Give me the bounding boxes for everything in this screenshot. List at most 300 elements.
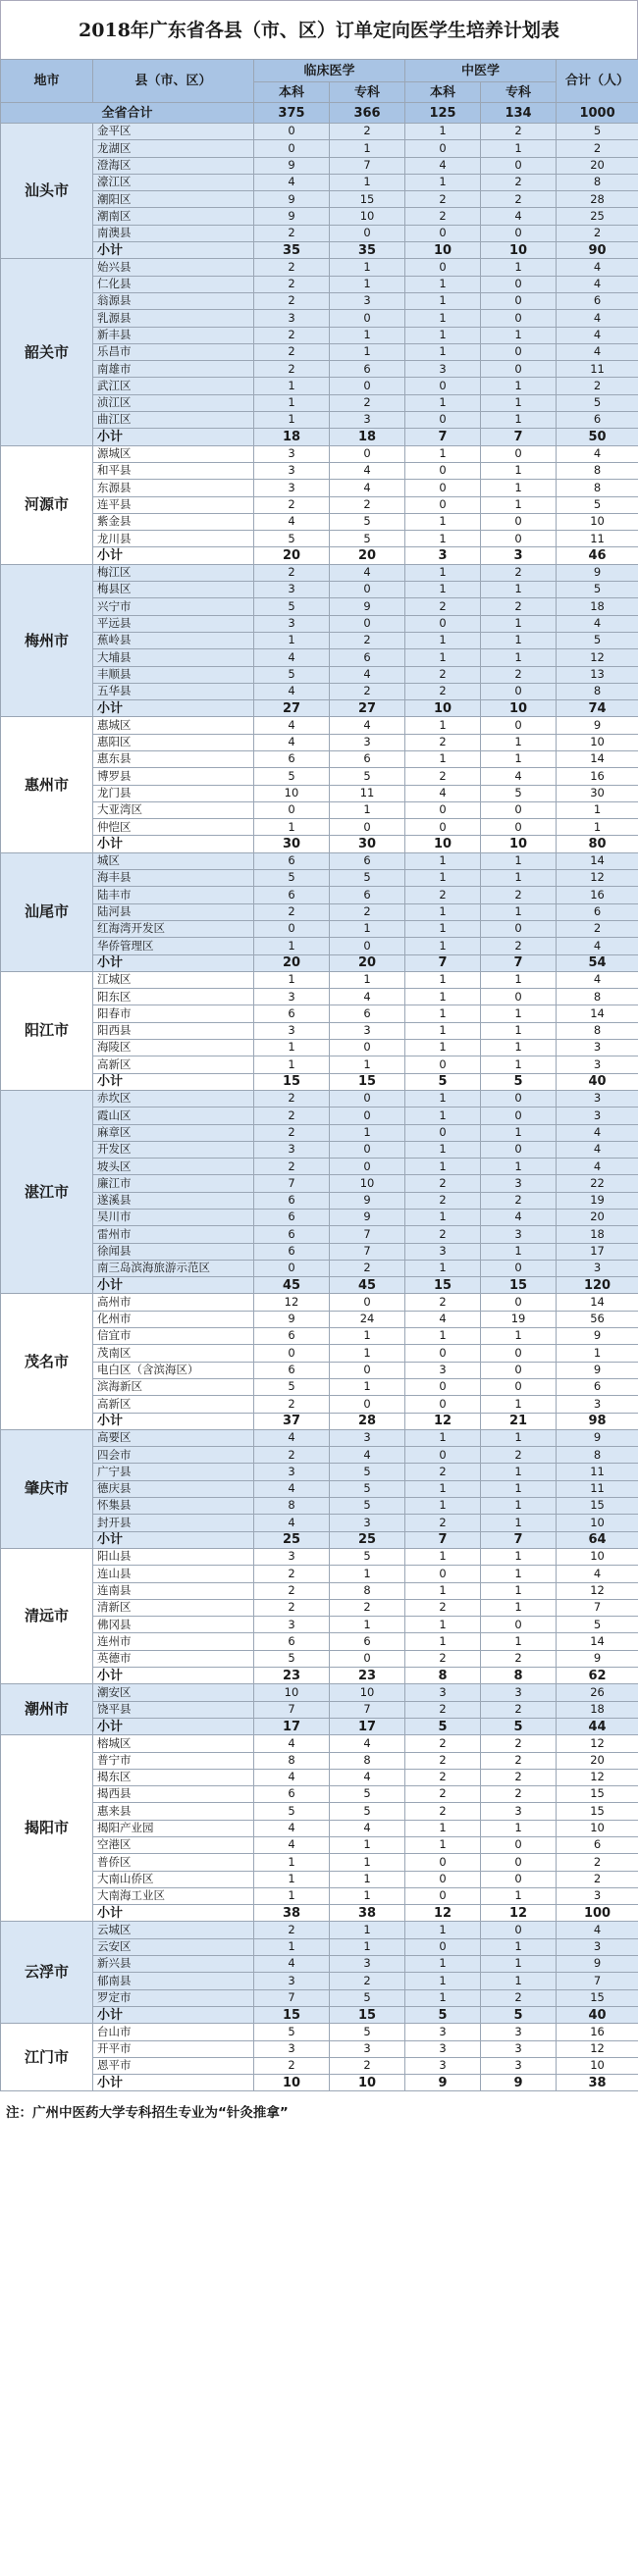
county-cell: 佛冈县 — [93, 1617, 254, 1633]
table-row — [1, 496, 638, 513]
value-cell: 4 — [254, 513, 330, 530]
table-row — [1, 582, 638, 598]
table-row — [1, 412, 638, 429]
county-cell: 电白区（含滨海区） — [93, 1362, 254, 1378]
value-cell: 2 — [481, 124, 557, 140]
table-row — [1, 1040, 638, 1056]
value-cell: 10 — [557, 1548, 638, 1565]
value-cell: 40 — [557, 1073, 638, 1090]
value-cell: 6 — [557, 1378, 638, 1395]
county-cell: 小计 — [93, 1073, 254, 1090]
table-row — [1, 1922, 638, 1938]
table-row — [1, 1617, 638, 1633]
county-cell: 小计 — [93, 1718, 254, 1734]
value-cell: 0 — [405, 496, 481, 513]
value-cell: 14 — [557, 1633, 638, 1650]
value-cell: 27 — [330, 700, 405, 717]
county-cell: 坡头区 — [93, 1159, 254, 1175]
table-row — [1, 1735, 638, 1752]
value-cell: 4 — [254, 734, 330, 750]
value-cell: 11 — [557, 361, 638, 378]
value-cell: 9 — [557, 1650, 638, 1667]
value-cell: 1 — [481, 1056, 557, 1073]
value-cell: 1 — [557, 819, 638, 836]
value-cell: 1 — [254, 632, 330, 648]
value-cell: 0 — [405, 801, 481, 818]
table-row — [1, 174, 638, 190]
value-cell: 1 — [481, 1124, 557, 1141]
value-cell: 10 — [405, 700, 481, 717]
value-cell: 9 — [557, 1956, 638, 1973]
value-cell: 0 — [330, 1040, 405, 1056]
county-cell: 高州市 — [93, 1294, 254, 1311]
table-row — [1, 1159, 638, 1175]
county-cell: 德庆县 — [93, 1480, 254, 1497]
subtotal-row — [1, 700, 638, 717]
table-row — [1, 683, 638, 699]
county-cell: 普侨区 — [93, 1854, 254, 1871]
county-cell: 陆河县 — [93, 903, 254, 920]
value-cell: 4 — [330, 1820, 405, 1836]
county-cell: 封开县 — [93, 1515, 254, 1531]
table-row — [1, 1345, 638, 1362]
value-cell: 7 — [405, 1531, 481, 1548]
value-cell: 1 — [405, 971, 481, 988]
value-cell: 1 — [557, 1345, 638, 1362]
table-row — [1, 1836, 638, 1853]
value-cell: 17 — [557, 1243, 638, 1260]
county-cell: 仁化县 — [93, 276, 254, 292]
value-cell: 0 — [405, 1378, 481, 1395]
subtotal-row — [1, 1531, 638, 1548]
value-cell: 1 — [330, 276, 405, 292]
table-row — [1, 531, 638, 547]
value-cell: 1 — [481, 1464, 557, 1480]
value-cell: 5 — [330, 531, 405, 547]
value-cell: 1 — [481, 1022, 557, 1039]
value-cell: 5 — [254, 768, 330, 785]
value-cell: 2 — [557, 225, 638, 241]
value-cell: 6 — [254, 1005, 330, 1022]
value-cell: 1 — [330, 327, 405, 343]
table-row — [1, 124, 638, 140]
value-cell: 0 — [330, 1159, 405, 1175]
county-cell: 武江区 — [93, 378, 254, 394]
value-cell: 1 — [481, 971, 557, 988]
county-cell: 霞山区 — [93, 1108, 254, 1124]
value-cell: 1 — [481, 1820, 557, 1836]
value-cell: 27 — [254, 700, 330, 717]
value-cell: 3 — [405, 2040, 481, 2057]
value-cell: 10 — [330, 208, 405, 225]
city-cell: 湛江市 — [1, 1090, 93, 1294]
value-cell: 1 — [405, 124, 481, 140]
value-cell: 9 — [481, 2075, 557, 2091]
value-cell: 0 — [330, 1650, 405, 1667]
value-cell: 3 — [405, 2024, 481, 2040]
value-cell: 10 — [557, 513, 638, 530]
table-row — [1, 598, 638, 615]
value-cell: 9 — [254, 191, 330, 208]
value-cell: 1 — [405, 1210, 481, 1226]
value-cell: 1 — [405, 920, 481, 937]
table-row — [1, 801, 638, 818]
value-cell: 5 — [481, 1718, 557, 1734]
value-cell: 10 — [481, 700, 557, 717]
value-cell: 0 — [330, 819, 405, 836]
value-cell: 0 — [481, 1345, 557, 1362]
county-cell: 小计 — [93, 547, 254, 564]
value-cell: 3 — [481, 1684, 557, 1701]
value-cell: 1 — [330, 1056, 405, 1073]
county-cell: 小计 — [93, 2075, 254, 2091]
value-cell: 20 — [557, 157, 638, 174]
value-cell: 6 — [254, 750, 330, 767]
value-cell: 4 — [557, 615, 638, 632]
county-cell: 梅县区 — [93, 582, 254, 598]
value-cell: 25 — [254, 1531, 330, 1548]
table-row — [1, 1378, 638, 1395]
table-row — [1, 1362, 638, 1378]
table-row — [1, 938, 638, 954]
table-row — [1, 1210, 638, 1226]
value-cell: 3 — [405, 1243, 481, 1260]
value-cell: 15 — [254, 1073, 330, 1090]
value-cell: 1 — [481, 649, 557, 666]
value-cell: 8 — [481, 1668, 557, 1684]
county-cell: 澄海区 — [93, 157, 254, 174]
value-cell: 3 — [557, 1887, 638, 1904]
value-cell: 4 — [557, 1124, 638, 1141]
table-row — [1, 1429, 638, 1446]
value-cell: 4 — [254, 174, 330, 190]
value-cell: 0 — [254, 801, 330, 818]
value-cell: 0 — [405, 1056, 481, 1073]
grand-total-cell: 125 — [405, 103, 481, 124]
value-cell: 6 — [254, 1192, 330, 1209]
table-row — [1, 649, 638, 666]
county-cell: 仲恺区 — [93, 819, 254, 836]
county-cell: 信宜市 — [93, 1328, 254, 1345]
value-cell: 2 — [405, 1752, 481, 1769]
value-cell: 2 — [405, 598, 481, 615]
value-cell: 2 — [254, 1124, 330, 1141]
value-cell: 0 — [330, 445, 405, 462]
value-cell: 2 — [405, 1226, 481, 1243]
value-cell: 6 — [254, 1226, 330, 1243]
value-cell: 20 — [254, 547, 330, 564]
value-cell: 15 — [557, 1498, 638, 1515]
table-row — [1, 445, 638, 462]
value-cell: 3 — [481, 1175, 557, 1192]
county-cell: 小计 — [93, 1905, 254, 1922]
value-cell: 0 — [330, 378, 405, 394]
county-cell: 阳东区 — [93, 989, 254, 1005]
value-cell: 2 — [254, 292, 330, 309]
value-cell: 6 — [254, 1633, 330, 1650]
value-cell: 1 — [254, 1854, 330, 1871]
value-cell: 8 — [557, 1022, 638, 1039]
value-cell: 2 — [481, 1701, 557, 1718]
value-cell: 0 — [481, 1260, 557, 1276]
county-cell: 小计 — [93, 836, 254, 852]
value-cell: 2 — [254, 903, 330, 920]
value-cell: 2 — [254, 1599, 330, 1616]
county-cell: 四会市 — [93, 1447, 254, 1464]
county-cell: 平远县 — [93, 615, 254, 632]
county-cell: 惠城区 — [93, 717, 254, 734]
city-cell: 汕头市 — [1, 124, 93, 259]
county-cell: 金平区 — [93, 124, 254, 140]
county-cell: 惠东县 — [93, 750, 254, 767]
value-cell: 15 — [254, 2006, 330, 2023]
value-cell: 30 — [330, 836, 405, 852]
value-cell: 0 — [481, 157, 557, 174]
city-cell: 河源市 — [1, 445, 93, 564]
value-cell: 16 — [557, 2024, 638, 2040]
value-cell: 6 — [330, 852, 405, 869]
value-cell: 3 — [254, 615, 330, 632]
subtotal-row — [1, 1277, 638, 1294]
value-cell: 10 — [254, 785, 330, 801]
county-cell: 揭西县 — [93, 1786, 254, 1803]
value-cell: 1 — [481, 1040, 557, 1056]
table-row — [1, 1769, 638, 1785]
value-cell: 3 — [557, 1040, 638, 1056]
value-cell: 0 — [405, 480, 481, 496]
value-cell: 5 — [481, 2006, 557, 2023]
value-cell: 1 — [405, 174, 481, 190]
value-cell: 7 — [405, 954, 481, 971]
value-cell: 40 — [557, 2006, 638, 2023]
table-row — [1, 1311, 638, 1327]
value-cell: 35 — [330, 242, 405, 259]
value-cell: 1 — [405, 1582, 481, 1599]
table-row — [1, 1701, 638, 1718]
city-cell: 清远市 — [1, 1548, 93, 1683]
table-row — [1, 1684, 638, 1701]
value-cell: 3 — [254, 1022, 330, 1039]
value-cell: 25 — [330, 1531, 405, 1548]
county-cell: 小计 — [93, 700, 254, 717]
value-cell: 2 — [481, 1650, 557, 1667]
table-row — [1, 1260, 638, 1276]
value-cell: 1 — [405, 531, 481, 547]
value-cell: 1 — [405, 445, 481, 462]
value-cell: 1 — [254, 412, 330, 429]
value-cell: 3 — [330, 412, 405, 429]
county-cell: 南雄市 — [93, 361, 254, 378]
county-cell: 惠来县 — [93, 1803, 254, 1820]
county-cell: 和平县 — [93, 462, 254, 479]
value-cell: 0 — [405, 462, 481, 479]
table-row — [1, 225, 638, 241]
value-cell: 2 — [254, 496, 330, 513]
value-cell: 62 — [557, 1668, 638, 1684]
value-cell: 20 — [330, 547, 405, 564]
value-cell: 80 — [557, 836, 638, 852]
value-cell: 1 — [405, 1498, 481, 1515]
subtotal-row — [1, 954, 638, 971]
value-cell: 25 — [557, 208, 638, 225]
value-cell: 15 — [405, 1277, 481, 1294]
table-row — [1, 1328, 638, 1345]
value-cell: 7 — [254, 1701, 330, 1718]
table-row — [1, 1938, 638, 1955]
value-cell: 120 — [557, 1277, 638, 1294]
value-cell: 0 — [405, 615, 481, 632]
value-cell: 1 — [405, 1260, 481, 1276]
value-cell: 9 — [557, 1429, 638, 1446]
value-cell: 0 — [330, 225, 405, 241]
value-cell: 2 — [330, 124, 405, 140]
table-row — [1, 750, 638, 767]
value-cell: 7 — [254, 1989, 330, 2006]
table-row — [1, 208, 638, 225]
value-cell: 1 — [481, 462, 557, 479]
value-cell: 3 — [481, 2024, 557, 2040]
value-cell: 8 — [330, 1582, 405, 1599]
value-cell: 10 — [557, 1820, 638, 1836]
value-cell: 4 — [481, 208, 557, 225]
value-cell: 4 — [330, 1447, 405, 1464]
value-cell: 44 — [557, 1718, 638, 1734]
table-row — [1, 1566, 638, 1582]
table-row — [1, 1820, 638, 1836]
value-cell: 0 — [330, 1294, 405, 1311]
value-cell: 15 — [557, 1989, 638, 2006]
table-row — [1, 632, 638, 648]
value-cell: 98 — [557, 1413, 638, 1429]
table-row — [1, 564, 638, 581]
value-cell: 1 — [481, 1328, 557, 1345]
table-row — [1, 259, 638, 276]
value-cell: 1 — [481, 496, 557, 513]
value-cell: 1 — [481, 480, 557, 496]
value-cell: 10 — [557, 734, 638, 750]
value-cell: 1 — [405, 1022, 481, 1039]
value-cell: 2 — [405, 887, 481, 903]
value-cell: 18 — [254, 429, 330, 445]
value-cell: 3 — [405, 2057, 481, 2074]
table-row — [1, 870, 638, 887]
value-cell: 0 — [254, 920, 330, 937]
grand-total-label: 全省合计 — [1, 103, 254, 124]
value-cell: 5 — [254, 598, 330, 615]
value-cell: 1 — [330, 1887, 405, 1904]
value-cell: 5 — [557, 1617, 638, 1633]
header-tcm-bachelor: 本科 — [405, 82, 481, 103]
value-cell: 0 — [405, 1887, 481, 1904]
county-cell: 雷州市 — [93, 1226, 254, 1243]
table-row — [1, 1956, 638, 1973]
value-cell: 19 — [481, 1311, 557, 1327]
value-cell: 0 — [481, 1294, 557, 1311]
value-cell: 1 — [405, 717, 481, 734]
value-cell: 14 — [557, 852, 638, 869]
value-cell: 4 — [254, 1429, 330, 1446]
value-cell: 23 — [254, 1668, 330, 1684]
county-cell: 云城区 — [93, 1922, 254, 1938]
county-cell: 揭阳产业园 — [93, 1820, 254, 1836]
value-cell: 0 — [481, 1836, 557, 1853]
value-cell: 3 — [481, 1803, 557, 1820]
table-row — [1, 903, 638, 920]
value-cell: 3 — [254, 1464, 330, 1480]
value-cell: 2 — [254, 361, 330, 378]
value-cell: 0 — [481, 801, 557, 818]
value-cell: 10 — [481, 242, 557, 259]
value-cell: 5 — [557, 124, 638, 140]
value-cell: 7 — [557, 1599, 638, 1616]
value-cell: 1 — [330, 1938, 405, 1955]
table-row — [1, 1396, 638, 1413]
county-cell: 蕉岭县 — [93, 632, 254, 648]
value-cell: 5 — [481, 785, 557, 801]
value-cell: 2 — [330, 2057, 405, 2074]
value-cell: 6 — [557, 412, 638, 429]
value-cell: 1 — [330, 801, 405, 818]
table-row — [1, 852, 638, 869]
county-cell: 大埔县 — [93, 649, 254, 666]
value-cell: 18 — [557, 1226, 638, 1243]
county-cell: 高要区 — [93, 1429, 254, 1446]
value-cell: 12 — [405, 1905, 481, 1922]
value-cell: 2 — [405, 1650, 481, 1667]
value-cell: 6 — [330, 649, 405, 666]
table-row — [1, 920, 638, 937]
value-cell: 18 — [330, 429, 405, 445]
value-cell: 10 — [330, 1175, 405, 1192]
value-cell: 1 — [254, 1056, 330, 1073]
value-cell: 0 — [481, 920, 557, 937]
value-cell: 3 — [481, 547, 557, 564]
county-cell: 翁源县 — [93, 292, 254, 309]
value-cell: 5 — [254, 870, 330, 887]
value-cell: 0 — [481, 276, 557, 292]
value-cell: 3 — [254, 1617, 330, 1633]
value-cell: 2 — [481, 1447, 557, 1464]
table-row — [1, 1226, 638, 1243]
table-row — [1, 1650, 638, 1667]
value-cell: 1 — [254, 971, 330, 988]
value-cell: 3 — [557, 1108, 638, 1124]
value-cell: 8 — [254, 1498, 330, 1515]
page-title: 2018年广东省各县（市、区）订单定向医学生培养计划表 — [0, 0, 638, 59]
value-cell: 1 — [481, 632, 557, 648]
value-cell: 5 — [557, 582, 638, 598]
value-cell: 1 — [481, 1548, 557, 1565]
table-row — [1, 140, 638, 157]
table-row — [1, 310, 638, 327]
value-cell: 4 — [481, 768, 557, 785]
value-cell: 4 — [254, 1836, 330, 1853]
value-cell: 4 — [330, 1735, 405, 1752]
value-cell: 0 — [481, 717, 557, 734]
value-cell: 8 — [557, 989, 638, 1005]
value-cell: 0 — [405, 1124, 481, 1141]
value-cell: 5 — [254, 1378, 330, 1395]
county-cell: 云安区 — [93, 1938, 254, 1955]
value-cell: 0 — [254, 140, 330, 157]
value-cell: 18 — [557, 1701, 638, 1718]
value-cell: 9 — [254, 1311, 330, 1327]
value-cell: 4 — [254, 1769, 330, 1785]
value-cell: 0 — [405, 1396, 481, 1413]
subtotal-row — [1, 242, 638, 259]
county-cell: 郁南县 — [93, 1973, 254, 1989]
value-cell: 0 — [481, 225, 557, 241]
